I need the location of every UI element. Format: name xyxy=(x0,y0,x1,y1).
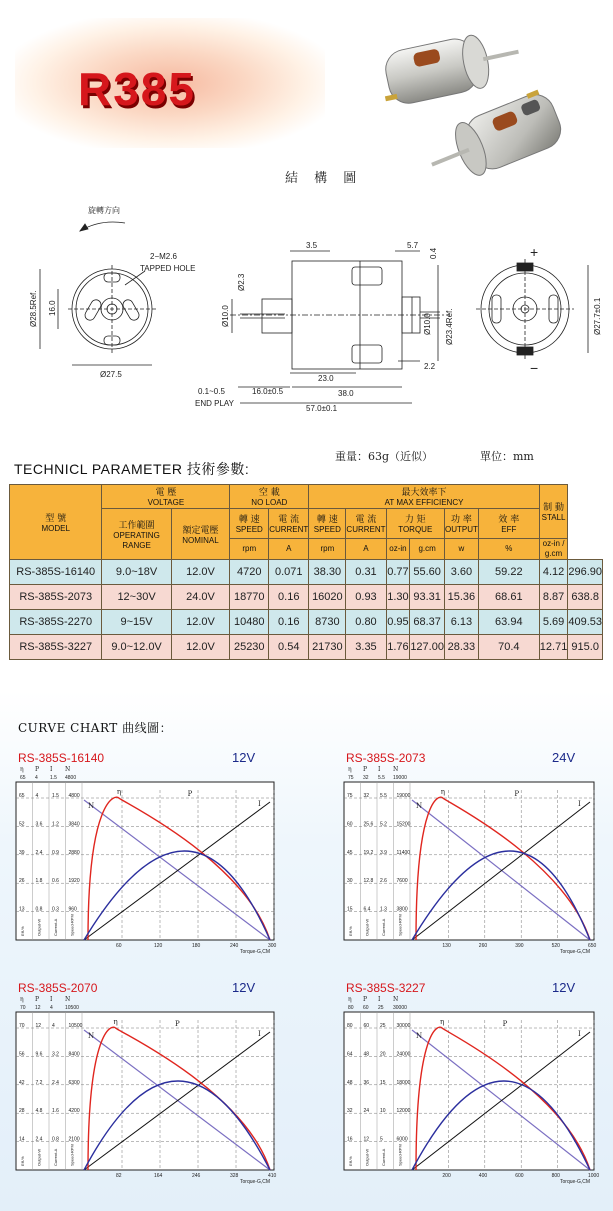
h-me-speed: 轉 速 SPEED xyxy=(309,509,346,539)
curve-label: η xyxy=(113,1018,118,1026)
y-tick: 80 xyxy=(347,1023,353,1029)
col-top: 25 xyxy=(378,1005,384,1011)
cell-me-speed: 8730 xyxy=(309,610,346,635)
y-tick: 28 xyxy=(19,1108,25,1115)
y-tick: 30 xyxy=(347,878,353,885)
h-me-current: 電 流 CURRENT xyxy=(346,509,386,539)
cell-me-gcm: 55.60 xyxy=(410,560,445,585)
axis-vlabel: Current-A xyxy=(381,1148,386,1166)
cell-me-speed: 21730 xyxy=(309,635,346,660)
axis-vlabel: Output-W xyxy=(364,1148,370,1166)
y-tick: 12000 xyxy=(396,1108,411,1115)
h-nominal: 額定電壓 NOMINAL xyxy=(171,509,230,560)
axis-vlabel: Eff-% xyxy=(20,1156,25,1166)
y-tick: 0.9 xyxy=(52,849,59,856)
y-tick: 15 xyxy=(380,1079,386,1086)
y-tick: 14 xyxy=(19,1136,25,1143)
x-tick: 300 xyxy=(268,943,277,949)
chart-title: RS-385S-16140 xyxy=(18,751,105,765)
cell-me-w: 28.33 xyxy=(444,635,478,660)
h-model: 型 號 MODEL xyxy=(10,485,102,560)
dim-boss-right: Ø10.0 xyxy=(423,313,432,335)
y-tick: 10 xyxy=(380,1108,386,1115)
plot-frame xyxy=(16,1012,274,1170)
curve-label: η xyxy=(440,788,446,796)
y-tick: 5.2 xyxy=(380,821,387,828)
cell-st-gcm: 296.90 xyxy=(568,560,603,585)
y-tick: 12 xyxy=(363,1136,370,1143)
col-head: P xyxy=(363,996,368,1003)
x-tick: 520 xyxy=(551,943,560,949)
chart-voltage: 12V xyxy=(232,750,256,765)
y-tick: 36 xyxy=(363,1079,370,1086)
plot-frame xyxy=(344,782,594,940)
param-title: TECHNICL PARAMETER 技術參數: xyxy=(14,461,250,477)
dim-boss: Ø10.0 xyxy=(221,305,230,327)
y-tick: 70 xyxy=(19,1023,25,1029)
cell-me-w: 15.36 xyxy=(444,585,478,610)
y-tick: 1920 xyxy=(68,878,80,885)
col-head: P xyxy=(35,766,40,773)
h-eff: 效 率 EFF xyxy=(478,509,539,539)
cell-st-ozin: 12.71 xyxy=(539,635,568,660)
y-tick: 7.2 xyxy=(35,1079,43,1086)
structure-label: 結 構 圖 xyxy=(285,171,363,186)
dim-23: 23.0 xyxy=(318,374,334,383)
col-head: I xyxy=(378,996,381,1003)
col-top: 80 xyxy=(348,1005,354,1011)
terminal-plus: + xyxy=(530,244,539,260)
y-tick: 4 xyxy=(52,1023,55,1029)
rotation-label: 旋轉方向 xyxy=(88,206,120,215)
cell-nl-current: 0.54 xyxy=(269,635,309,660)
curve-label: N xyxy=(416,802,423,810)
y-tick: 19000 xyxy=(396,793,411,799)
axis-vlabel: Eff-% xyxy=(348,926,353,936)
table-row xyxy=(10,585,603,610)
cell-me-current: 0.93 xyxy=(346,585,386,610)
x-tick: 240 xyxy=(230,943,239,949)
cell-nl-speed: 10480 xyxy=(230,610,269,635)
cell-me-eff: 70.4 xyxy=(478,635,539,660)
x-tick: 246 xyxy=(192,1173,201,1179)
axis-vlabel: Current-A xyxy=(53,918,58,936)
u-a: A xyxy=(269,539,309,560)
dim-0-4: 0.4 xyxy=(429,247,438,259)
col-top: 70 xyxy=(20,1005,26,1011)
h-output: 功 率 OUTPUT xyxy=(444,509,478,539)
cell-nl-current: 0.16 xyxy=(269,585,309,610)
y-tick: 2880 xyxy=(68,849,80,856)
h-nl-current: 電 流 CURRENT xyxy=(269,509,309,539)
y-tick: 9.6 xyxy=(35,1051,43,1058)
y-tick: 20 xyxy=(380,1051,386,1058)
col-top: 4 xyxy=(50,1005,53,1011)
y-tick: 1.8 xyxy=(35,878,43,885)
curve-title: CURVE CHART 曲线圖： xyxy=(18,721,173,735)
cell-st-gcm: 915.0 xyxy=(568,635,603,660)
cell-me-ozin: 1.76 xyxy=(386,635,410,660)
y-tick: 960 xyxy=(68,906,77,913)
col-head: η xyxy=(20,766,24,773)
y-tick: 3800 xyxy=(396,906,408,913)
chart-2073 xyxy=(340,748,602,960)
x-tick: 600 xyxy=(515,1173,524,1179)
y-tick: 65 xyxy=(19,793,25,799)
dim-rear: Ø27.7±0.1 xyxy=(593,297,602,335)
cell-model: RS-385S-3227 xyxy=(10,635,102,660)
col-head: P xyxy=(35,996,40,1003)
col-head: N xyxy=(65,996,71,1003)
curve-label: P xyxy=(514,790,520,798)
col-head: N xyxy=(65,766,71,773)
u-a2: A xyxy=(346,539,386,560)
axis-vlabel: Speed-RPM xyxy=(397,1144,403,1166)
terminal-minus: − xyxy=(530,360,539,376)
cell-me-gcm: 93.31 xyxy=(410,585,445,610)
axis-vlabel: Current-A xyxy=(53,1148,58,1166)
cell-model: RS-385S-2270 xyxy=(10,610,102,635)
y-tick: 4200 xyxy=(68,1108,80,1115)
curve-label: N xyxy=(88,1032,95,1040)
cell-range: 12~30V xyxy=(102,585,171,610)
table-row xyxy=(10,560,603,585)
y-tick: 5.5 xyxy=(380,793,387,799)
col-top: 75 xyxy=(348,775,354,781)
y-tick: 4800 xyxy=(68,793,80,799)
x-tick: 328 xyxy=(230,1173,239,1179)
y-tick: 60 xyxy=(363,1023,370,1029)
col-top: 12 xyxy=(35,1005,41,1011)
y-tick: 1.3 xyxy=(380,906,387,913)
x-tick: 400 xyxy=(478,1173,488,1179)
x-label: Torque-G,CM xyxy=(560,1179,591,1185)
cell-range: 9~15V xyxy=(102,610,171,635)
col-top: 30000 xyxy=(393,1005,407,1011)
cell-st-ozin: 5.69 xyxy=(539,610,568,635)
y-tick: 6.4 xyxy=(363,906,371,913)
chart-3227 xyxy=(340,978,602,1190)
u-pct: % xyxy=(478,539,539,560)
curve-label: I xyxy=(578,1030,581,1038)
cell-nominal: 24.0V xyxy=(171,585,230,610)
y-tick: 12 xyxy=(35,1023,42,1029)
x-tick: 800 xyxy=(551,1173,560,1179)
axis-vlabel: Speed-RPM xyxy=(69,1144,75,1166)
curve-label: N xyxy=(88,802,95,810)
x-tick: 200 xyxy=(442,1173,451,1179)
cell-range: 9.0~12.0V xyxy=(102,635,171,660)
cell-st-ozin: 4.12 xyxy=(539,560,568,585)
y-tick: 16 xyxy=(347,1136,353,1143)
col-head: I xyxy=(50,996,53,1003)
cell-me-ozin: 0.77 xyxy=(386,560,410,585)
y-tick: 12.8 xyxy=(363,878,374,885)
tapped-hole-count: 2−M2.6 xyxy=(150,252,177,261)
curve-label: η xyxy=(440,1018,445,1026)
col-top: 4800 xyxy=(65,775,77,781)
col-head: N xyxy=(393,996,399,1003)
chart-voltage: 24V xyxy=(552,750,576,765)
u-gcm: g.cm xyxy=(410,539,445,560)
y-tick: 45 xyxy=(347,849,353,856)
x-tick: 130 xyxy=(442,943,451,949)
cell-range: 9.0~18V xyxy=(102,560,171,585)
chart-voltage: 12V xyxy=(232,980,256,995)
y-tick: 42 xyxy=(19,1079,25,1086)
col-head: η xyxy=(348,766,352,773)
x-tick: 410 xyxy=(268,1173,277,1179)
dim-3-5: 3.5 xyxy=(306,241,318,250)
y-tick: 8400 xyxy=(68,1051,80,1058)
dim-shaft: Ø2.3 xyxy=(237,273,246,291)
col-head: η xyxy=(20,996,24,1003)
cell-st-ozin: 8.87 xyxy=(539,585,568,610)
cell-nl-current: 0.071 xyxy=(269,560,309,585)
y-tick: 26 xyxy=(19,878,25,885)
h-torque: 力 矩 TORQUE xyxy=(386,509,444,539)
h-voltage: 電 壓 VOLTAGE xyxy=(102,485,230,509)
col-top: 1.5 xyxy=(50,775,57,781)
curve-label: η xyxy=(116,788,122,796)
y-tick: 3.6 xyxy=(35,821,43,828)
cell-me-gcm: 127.00 xyxy=(410,635,445,660)
cell-me-speed: 38.30 xyxy=(309,560,346,585)
x-tick: 1000 xyxy=(588,1173,600,1179)
axis-vlabel: Eff-% xyxy=(20,926,25,936)
h-nl-speed: 轉 速 SPEED xyxy=(230,509,269,539)
x-tick: 82 xyxy=(116,1173,122,1179)
cell-me-ozin: 1.30 xyxy=(386,585,410,610)
unit: 單位：mm xyxy=(480,450,534,463)
h-stall: 制 動 STALL xyxy=(539,485,568,539)
motor-photo xyxy=(362,18,602,178)
y-tick: 0.6 xyxy=(52,878,59,885)
x-tick: 260 xyxy=(478,943,488,949)
y-tick: 15 xyxy=(347,906,353,913)
u-w: w xyxy=(444,539,478,560)
y-tick: 2.4 xyxy=(35,1136,43,1143)
axis-vlabel: Speed-RPM xyxy=(397,914,403,936)
y-tick: 32 xyxy=(363,793,370,799)
col-head: P xyxy=(363,766,368,773)
u-ozin: oz-in xyxy=(386,539,410,560)
cell-nl-speed: 4720 xyxy=(230,560,269,585)
table-row xyxy=(10,635,603,660)
dim-body: Ø28.5Ref. xyxy=(29,290,38,327)
col-top: 10500 xyxy=(65,1005,79,1011)
cell-model: RS-385S-16140 xyxy=(10,560,102,585)
curve-label: P xyxy=(175,1020,180,1028)
weight: 重量：63g（近似） xyxy=(335,450,434,463)
chart-voltage: 12V xyxy=(552,980,576,995)
cell-nl-speed: 18770 xyxy=(230,585,269,610)
y-tick: 4 xyxy=(35,793,39,799)
h-maxeff: 最大效率下 AT MAX EFFICIENCY xyxy=(309,485,539,509)
y-tick: 1.6 xyxy=(52,1108,59,1115)
x-label: Torque-G,CM xyxy=(240,1179,271,1185)
dim-inner: 16.0 xyxy=(48,300,57,316)
y-tick: 11400 xyxy=(396,849,411,856)
y-tick: 60 xyxy=(347,821,353,828)
x-label: Torque-G,CM xyxy=(560,949,591,955)
y-tick: 18000 xyxy=(396,1079,411,1086)
y-tick: 3.2 xyxy=(52,1051,59,1058)
curve-label: P xyxy=(187,790,193,798)
cell-nominal: 12.0V xyxy=(171,610,230,635)
axis-vlabel: Output-W xyxy=(364,918,370,936)
y-tick: 5 xyxy=(380,1136,383,1143)
y-tick: 4.8 xyxy=(35,1108,43,1115)
dim-bottom: Ø27.5 xyxy=(100,370,122,379)
y-tick: 2.4 xyxy=(52,1079,59,1086)
y-tick: 52 xyxy=(19,821,25,828)
cell-st-gcm: 409.53 xyxy=(568,610,603,635)
axis-vlabel: Output-W xyxy=(36,1148,42,1166)
u-rpm2: rpm xyxy=(309,539,346,560)
y-tick: 39 xyxy=(19,849,25,856)
curve-label: P xyxy=(502,1020,508,1028)
cell-nominal: 12.0V xyxy=(171,635,230,660)
y-tick: 6000 xyxy=(396,1136,408,1143)
y-tick: 2.4 xyxy=(35,849,43,856)
x-tick: 120 xyxy=(154,943,163,949)
y-tick: 3840 xyxy=(68,821,80,828)
table-body xyxy=(10,560,603,660)
y-tick: 24000 xyxy=(396,1051,411,1058)
cell-me-ozin: 0.95 xyxy=(386,610,410,635)
cell-me-w: 3.60 xyxy=(444,560,478,585)
y-tick: 0.3 xyxy=(52,906,59,913)
y-tick: 2100 xyxy=(68,1136,80,1143)
cell-nl-speed: 25230 xyxy=(230,635,269,660)
axis-vlabel: Output-W xyxy=(36,918,42,936)
y-tick: 25.6 xyxy=(363,821,374,828)
y-tick: 32 xyxy=(347,1108,353,1115)
y-tick: 1.2 xyxy=(52,821,59,828)
u-rpm: rpm xyxy=(230,539,269,560)
dim-16: 16.0±0.5 xyxy=(252,387,284,396)
x-tick: 180 xyxy=(192,943,201,949)
dim-57-total: 57.0±0.1 xyxy=(306,404,338,413)
chart-2070 xyxy=(12,978,282,1190)
axis-vlabel: Eff-% xyxy=(348,1156,353,1166)
h-noload: 空 載 NO LOAD xyxy=(230,485,309,509)
x-tick: 164 xyxy=(154,1173,163,1179)
col-head: I xyxy=(378,766,381,773)
y-tick: 3.9 xyxy=(380,849,387,856)
x-label: Torque-G,CM xyxy=(240,949,271,955)
cell-me-w: 6.13 xyxy=(444,610,478,635)
y-tick: 64 xyxy=(347,1051,353,1058)
curve-label: I xyxy=(258,800,261,808)
cell-me-speed: 16020 xyxy=(309,585,346,610)
cell-st-gcm: 638.8 xyxy=(568,585,603,610)
end-play-value: 0.1~0.5 xyxy=(198,387,225,396)
col-top: 32 xyxy=(363,775,369,781)
chart-16140 xyxy=(12,748,282,960)
col-top: 65 xyxy=(20,775,26,781)
y-tick: 30000 xyxy=(396,1023,411,1029)
y-tick: 2.6 xyxy=(380,878,387,885)
y-tick: 25 xyxy=(380,1023,386,1029)
x-tick: 390 xyxy=(515,943,524,949)
chart-title: RS-385S-2073 xyxy=(346,751,426,765)
y-tick: 6300 xyxy=(68,1079,80,1086)
y-tick: 75 xyxy=(347,793,353,799)
parameter-table xyxy=(9,484,603,660)
dim-38: 38.0 xyxy=(338,389,354,398)
col-head: η xyxy=(348,996,352,1003)
col-head: I xyxy=(50,766,53,773)
y-tick: 13 xyxy=(19,906,25,913)
y-tick: 19.2 xyxy=(363,849,374,856)
cell-me-eff: 63.94 xyxy=(478,610,539,635)
y-tick: 0.8 xyxy=(35,906,43,913)
cell-me-current: 0.80 xyxy=(346,610,386,635)
chart-title: RS-385S-2070 xyxy=(18,981,98,995)
col-top: 60 xyxy=(363,1005,369,1011)
axis-vlabel: Current-A xyxy=(381,918,386,936)
cell-me-eff: 59.22 xyxy=(478,560,539,585)
plot-frame xyxy=(344,1012,594,1170)
cell-me-current: 3.35 xyxy=(346,635,386,660)
x-tick: 650 xyxy=(588,943,597,949)
x-tick: 60 xyxy=(116,943,122,949)
plot-frame xyxy=(16,782,274,940)
y-tick: 1.5 xyxy=(52,793,59,799)
tapped-hole-label: TAPPED HOLE xyxy=(140,264,196,273)
table-row xyxy=(10,610,603,635)
dim-2-2: 2.2 xyxy=(424,362,436,371)
cell-me-current: 0.31 xyxy=(346,560,386,585)
dim-5-7: 5.7 xyxy=(407,241,419,250)
product-title: R385 xyxy=(78,63,196,115)
y-tick: 15200 xyxy=(396,821,411,828)
cell-nl-current: 0.16 xyxy=(269,610,309,635)
curve-label: I xyxy=(258,1030,261,1038)
cell-me-gcm: 68.37 xyxy=(410,610,445,635)
end-play-label: END PLAY xyxy=(195,399,234,408)
dim-can: Ø23.4Ref. xyxy=(445,308,454,345)
chart-title: RS-385S-3227 xyxy=(346,981,426,995)
cell-me-eff: 68.61 xyxy=(478,585,539,610)
u-ozin2: oz-in / g.cm xyxy=(539,539,568,560)
col-top: 5.5 xyxy=(378,775,385,781)
technical-drawing xyxy=(0,195,613,425)
y-tick: 56 xyxy=(19,1051,25,1058)
cell-model: RS-385S-2073 xyxy=(10,585,102,610)
y-tick: 48 xyxy=(363,1051,370,1058)
y-tick: 7600 xyxy=(396,878,408,885)
cell-nominal: 12.0V xyxy=(171,560,230,585)
y-tick: 10500 xyxy=(68,1023,83,1029)
y-tick: 0.8 xyxy=(52,1136,59,1143)
h-oprange: 工作範圍 OPERATING RANGE xyxy=(102,509,171,560)
y-tick: 48 xyxy=(347,1079,353,1086)
col-head: N xyxy=(393,766,399,773)
curve-label: N xyxy=(416,1032,423,1040)
curve-label: I xyxy=(578,800,581,808)
col-top: 19000 xyxy=(393,775,407,781)
y-tick: 24 xyxy=(363,1108,370,1115)
axis-vlabel: Speed-RPM xyxy=(69,914,75,936)
col-top: 4 xyxy=(35,775,38,781)
